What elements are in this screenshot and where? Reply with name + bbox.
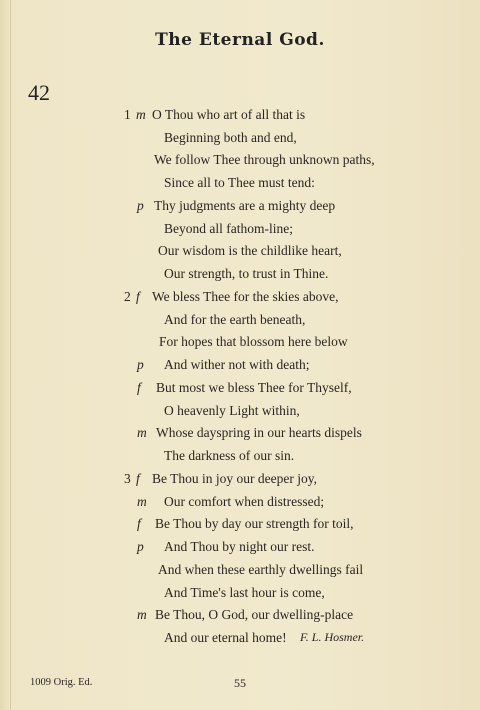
verse-line: And our eternal home! (164, 629, 287, 645)
dynamic-marking: m (136, 107, 146, 122)
verse-line: Beginning both and end, (164, 129, 297, 145)
hymn-title: The Eternal God. (155, 30, 325, 50)
dynamic-marking: p (137, 197, 144, 213)
verse-line: We bless Thee for the skies above, (152, 289, 339, 304)
verse-line: We follow Thee through unknown paths, (154, 152, 375, 168)
verse-line: Our comfort when distressed; (164, 493, 325, 509)
verse-line: And for the earth beneath, (164, 311, 306, 327)
dynamic-marking: m (137, 425, 147, 441)
verse-line: The darkness of our sin. (164, 447, 295, 463)
verse-line: And Time's last hour is come, (164, 584, 325, 600)
verse-line: Beyond all fathom-line; (164, 220, 293, 236)
verse-line: But most we bless Thee for Thyself, (156, 379, 352, 395)
dynamic-marking: m (137, 493, 147, 509)
verse-line: For hopes that blossom here below (159, 334, 348, 350)
dynamic-marking: f (137, 379, 141, 395)
verse-line: Be Thou in joy our deeper joy, (152, 471, 317, 486)
hymn-number: 42 (28, 80, 50, 105)
verse-line: Our strength, to trust in Thine. (164, 265, 329, 281)
verse-line: Our wisdom is the childlike heart, (158, 243, 342, 259)
verse-line: Thy judgments are a mighty deep (154, 197, 336, 213)
edition-note: 1009 Orig. Ed. (30, 677, 93, 688)
verse-number: 3 (124, 471, 131, 486)
verse-number: 2 (124, 289, 131, 304)
verse-line: And when these earthly dwellings fail (158, 561, 364, 577)
verse-line: Whose dayspring in our hearts dispels (156, 425, 362, 441)
verse-line: Be Thou, O God, our dwelling-place (155, 607, 354, 623)
verse-line: And Thou by night our rest. (164, 539, 315, 555)
dynamic-marking: f (136, 289, 140, 304)
dynamic-marking: m (137, 607, 147, 623)
verse-line: And wither not with death; (164, 357, 310, 373)
verse-line: O Thou who art of all that is (152, 107, 306, 122)
author-attribution: F. L. Hosmer. (300, 630, 365, 644)
verse-number: 1 (124, 107, 131, 122)
page-number: 55 (234, 676, 246, 690)
dynamic-marking: p (137, 539, 144, 555)
dynamic-marking: f (136, 471, 140, 486)
dynamic-marking: p (137, 357, 144, 373)
dynamic-marking: f (137, 516, 141, 532)
verse-line: O heavenly Light within, (164, 402, 300, 418)
verse-line: Be Thou by day our strength for toil, (155, 516, 354, 532)
verse-line: Since all to Thee must tend: (164, 175, 315, 191)
